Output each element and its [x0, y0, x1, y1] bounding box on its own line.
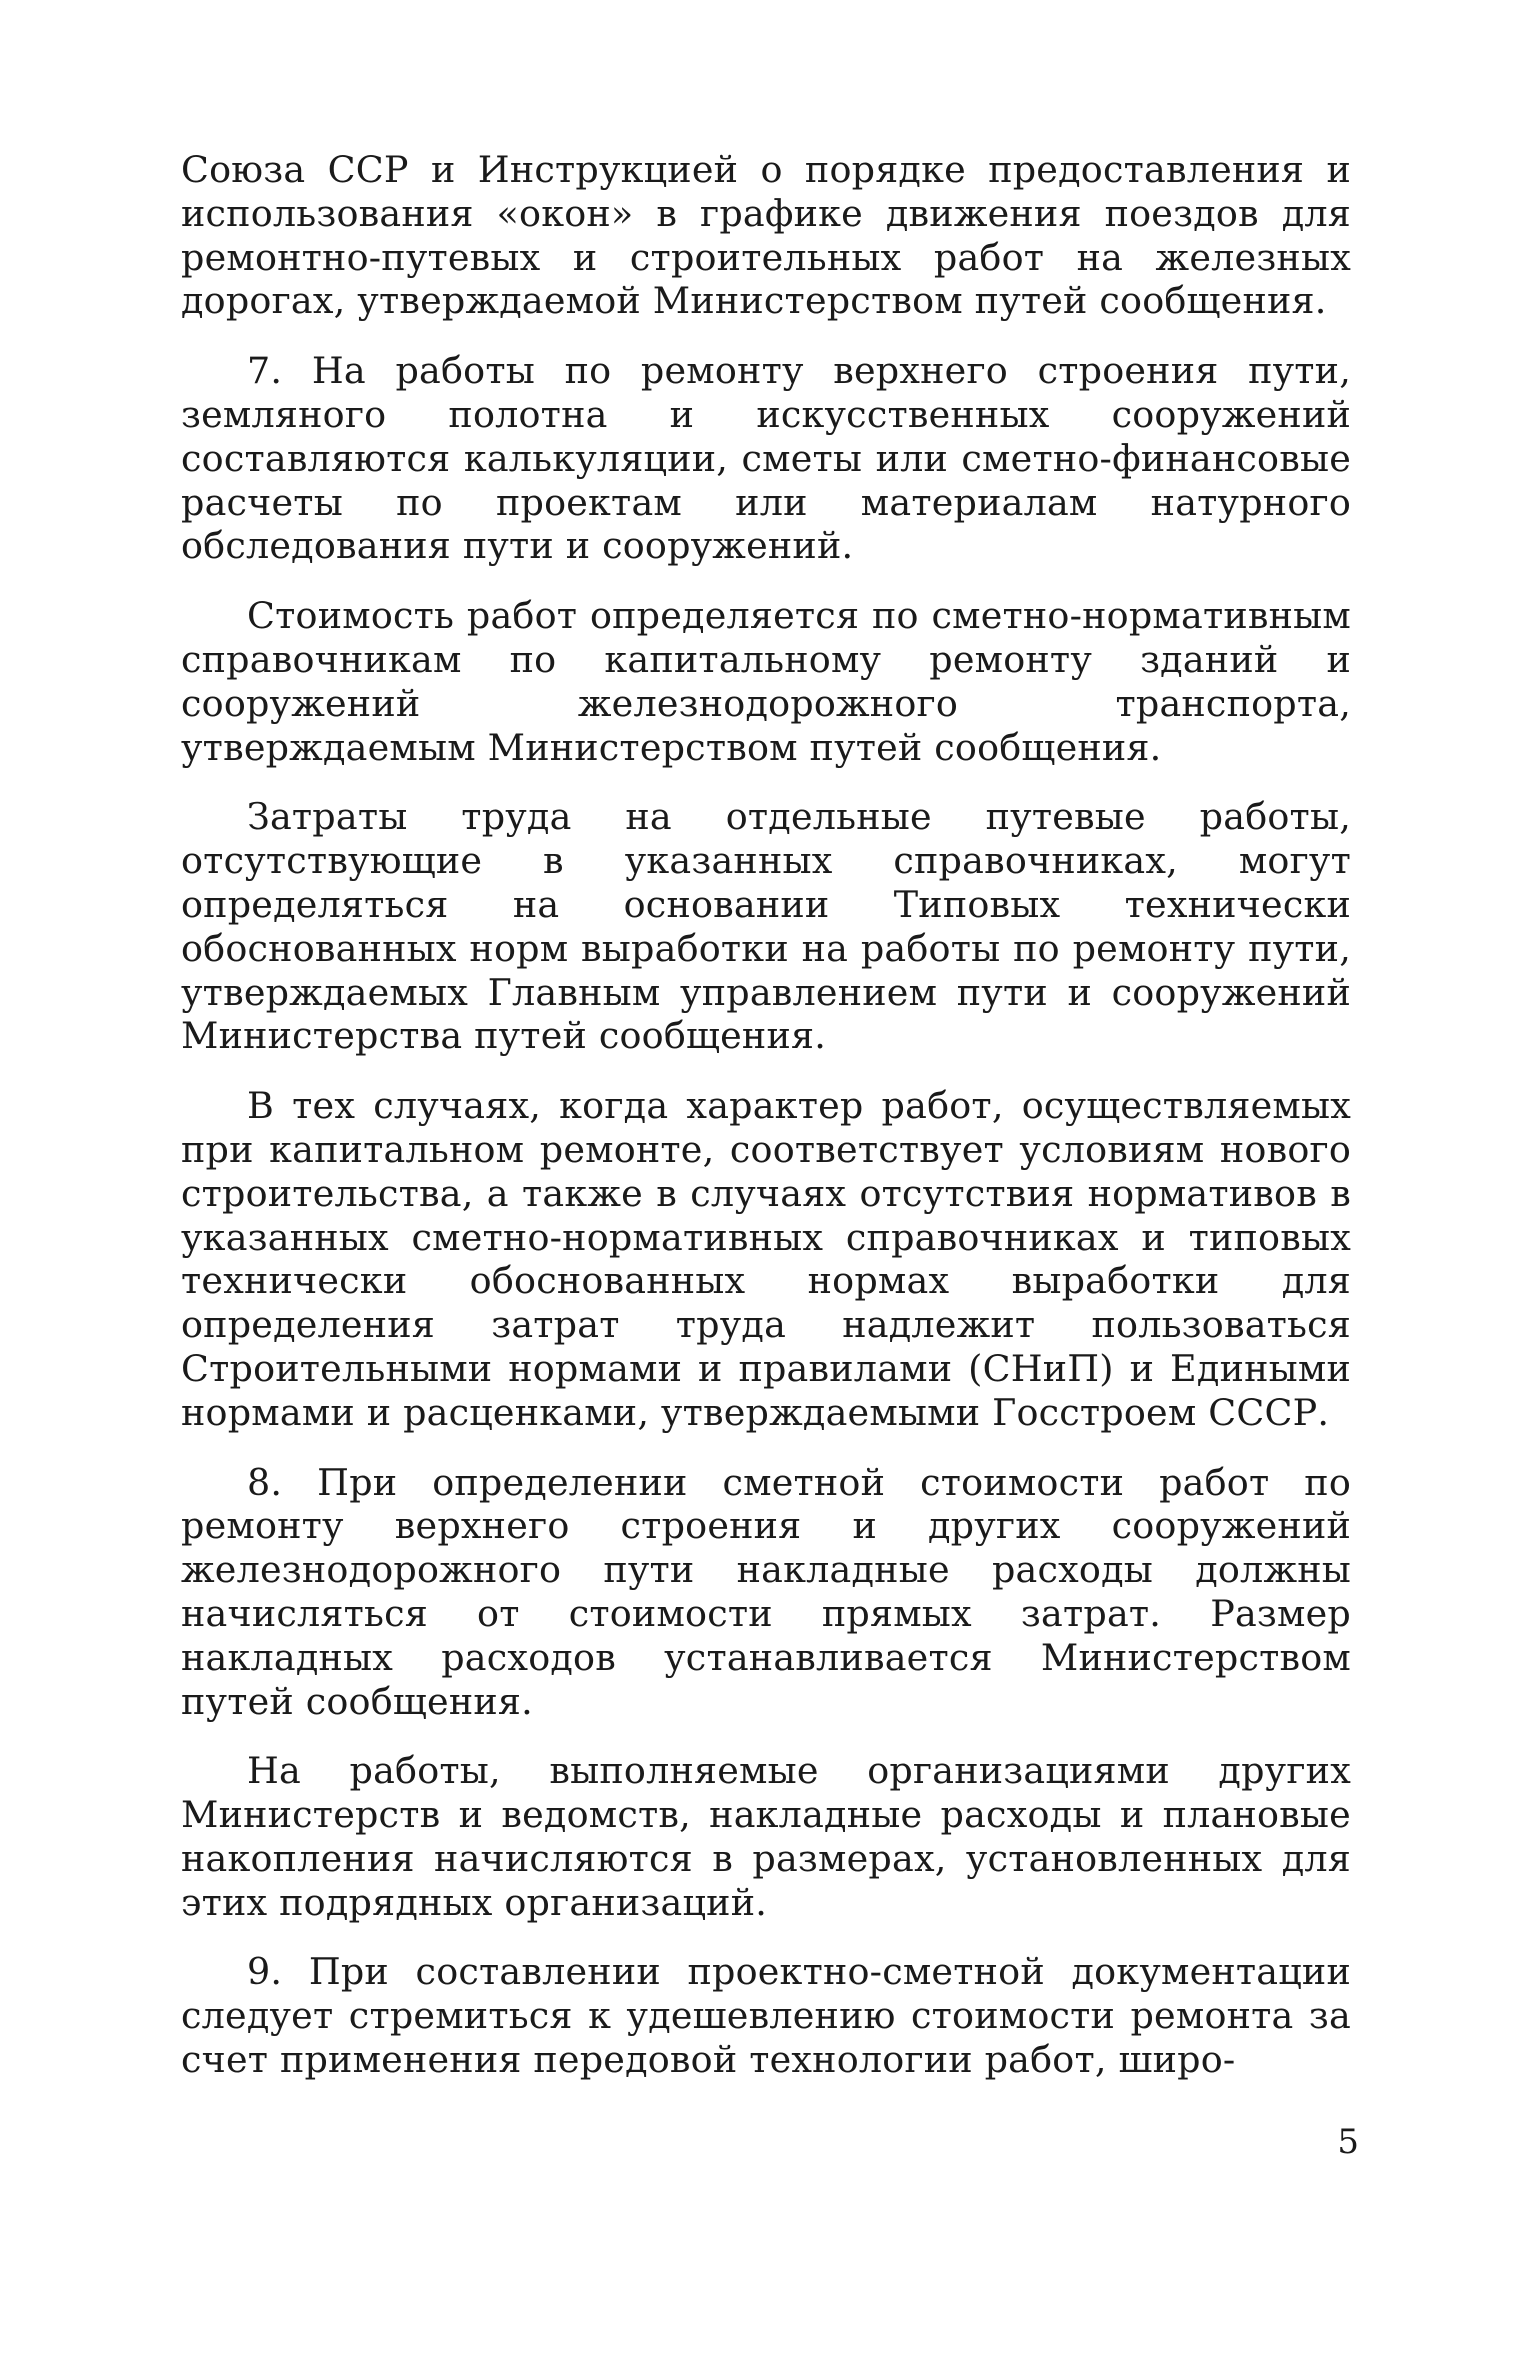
page-number: 5: [1337, 2122, 1359, 2162]
paragraph-item-7: 7. На работы по ремонту верхнего строения пути, земляного полотна и искусственных сооружений составляются калькуляции, сметы или сметно-финансовые расчеты по проектам или материалам натурного обследования пути и сооружений.: [181, 349, 1351, 568]
paragraph-labor-costs: Затраты труда на отдельные путевые работы, отсутствующие в указанных справочниках, могут определяться на основании Типовых технически обоснованных норм выработки на работы по ремонту пути, утверждаемых Главным управлением пути и сооружений Министерства путей сообщения.: [181, 795, 1351, 1058]
paragraph-item-8: 8. При определении сметной стоимости работ по ремонту верхнего строения и других сооружений железнодорожного пути накладные расходы должны начисляться от стоимости прямых затрат. Размер накладных расходов устанавливается Министерством путей сообщения.: [181, 1460, 1351, 1723]
paragraph-cost-determination: Стоимость работ определяется по сметно-нормативным справочникам по капитальному ремонту зданий и сооружений железнодорожного транспорта, утверждаемым Министерством путей сообщения.: [181, 594, 1351, 769]
paragraph-other-ministries: На работы, выполняемые организациями других Министерств и ведомств, накладные расходы и плановые накопления начисляются в размерах, установленных для этих подрядных организаций.: [181, 1749, 1351, 1924]
paragraph-new-construction: В тех случаях, когда характер работ, осуществляемых при капитальном ремонте, соответствует условиям нового строительства, а также в случаях отсутствия нормативов в указанных сметно-нормативных справочниках и типовых технически обоснованных нормах выработки для определения затрат труда надлежит пользоваться Строительными нормами и правилами (СНиП) и Едиными нормами и расценками, утверждаемыми Госстроем СССР.: [181, 1084, 1351, 1434]
paragraph-item-9: 9. При составлении проектно-сметной документации следует стремиться к удешевлению стоимости ремонта за счет применения передовой технологии работ, широ-: [181, 1950, 1351, 2082]
page-body: [181, 148, 1351, 2108]
paragraph-continuation: Союза ССР и Инструкцией о порядке предоставления и использования «окон» в графике движения поездов для ремонтно-путевых и строительных работ на железных дорогах, утверждаемой Министерством путей сообщения.: [181, 148, 1351, 323]
